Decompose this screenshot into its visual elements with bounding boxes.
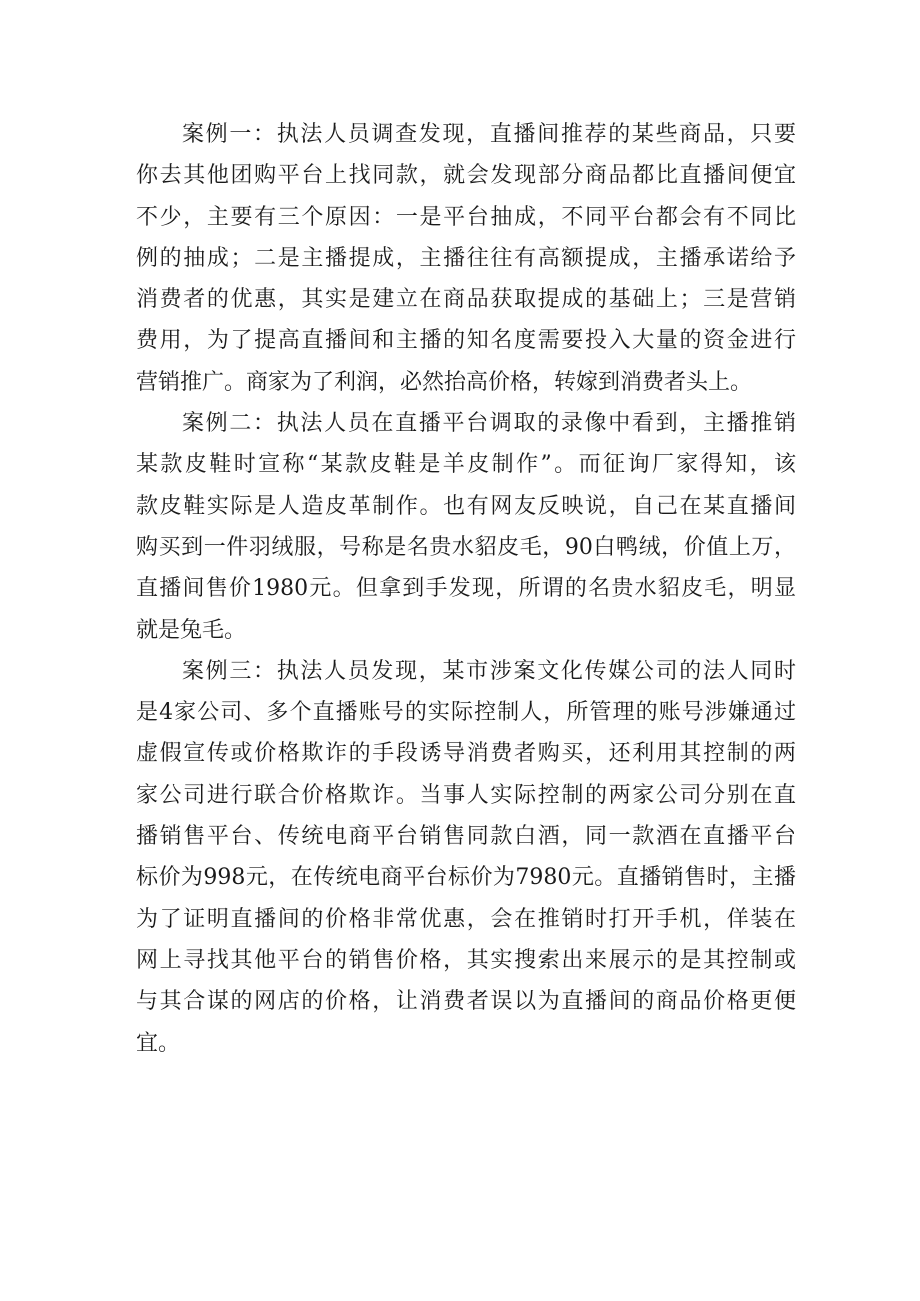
document-body: [136, 114, 796, 1064]
text-line: 家公司进行联合价格欺诈。当事人实际控制的两家公司分别在直: [136, 782, 796, 808]
text-line: 消费者的优惠，其实是建立在商品获取提成的基础上；三是营销: [136, 287, 796, 313]
text-line: 与其合谋的网店的价格，让消费者误以为直播间的商品价格更便: [136, 989, 796, 1015]
text-line: 标价为998元，在传统电商平台标价为7980元。直播销售时，主播: [136, 865, 796, 891]
text-line: 款皮鞋实际是人造皮革制作。也有网友反映说，自己在某直播间: [136, 493, 796, 519]
text-line: 宜。: [136, 1030, 181, 1056]
text-line: 就是兔毛。: [136, 617, 247, 643]
text-line: 案例三：执法人员发现，某市涉案文化传媒公司的法人同时: [182, 658, 796, 684]
text-line: 案例二：执法人员在直播平台调取的录像中看到，主播推销: [182, 411, 796, 437]
text-line: 例的抽成；二是主播提成，主播往往有高额提成，主播承诺给予: [136, 245, 796, 271]
text-line: 不少，主要有三个原因：一是平台抽成，不同平台都会有不同比: [136, 204, 796, 230]
text-line: 营销推广。商家为了利润，必然抬高价格，转嫁到消费者头上。: [136, 369, 753, 395]
text-line: 费用，为了提高直播间和主播的知名度需要投入大量的资金进行: [136, 328, 796, 354]
text-line: 网上寻找其他平台的销售价格，其实搜索出来展示的是其控制或: [136, 947, 796, 973]
text-line: 是4家公司、多个直播账号的实际控制人，所管理的账号涉嫌通过: [136, 700, 796, 726]
text-line: 为了证明直播间的价格非常优惠，会在推销时打开手机，佯装在: [136, 906, 796, 932]
text-line: 购买到一件羽绒服，号称是名贵水貂皮毛，90白鸭绒，价值上万，: [136, 534, 796, 560]
text-line: 虚假宣传或价格欺诈的手段诱导消费者购买，还利用其控制的两: [136, 741, 796, 767]
text-line: 你去其他团购平台上找同款，就会发现部分商品都比直播间便宜: [136, 163, 796, 189]
text-line: 案例一：执法人员调查发现，直播间推荐的某些商品，只要: [182, 122, 796, 147]
text-line: 播销售平台、传统电商平台销售同款白酒，同一款酒在直播平台: [136, 824, 796, 850]
paragraph-case-3: [136, 651, 796, 1064]
paragraph-case-1: [136, 114, 796, 403]
paragraph-case-2: [136, 403, 796, 651]
text-line: 某款皮鞋时宣称“某款皮鞋是羊皮制作”。而征询厂家得知，该: [136, 452, 796, 478]
text-line: 直播间售价1980元。但拿到手发现，所谓的名贵水貂皮毛，明显: [136, 576, 796, 602]
